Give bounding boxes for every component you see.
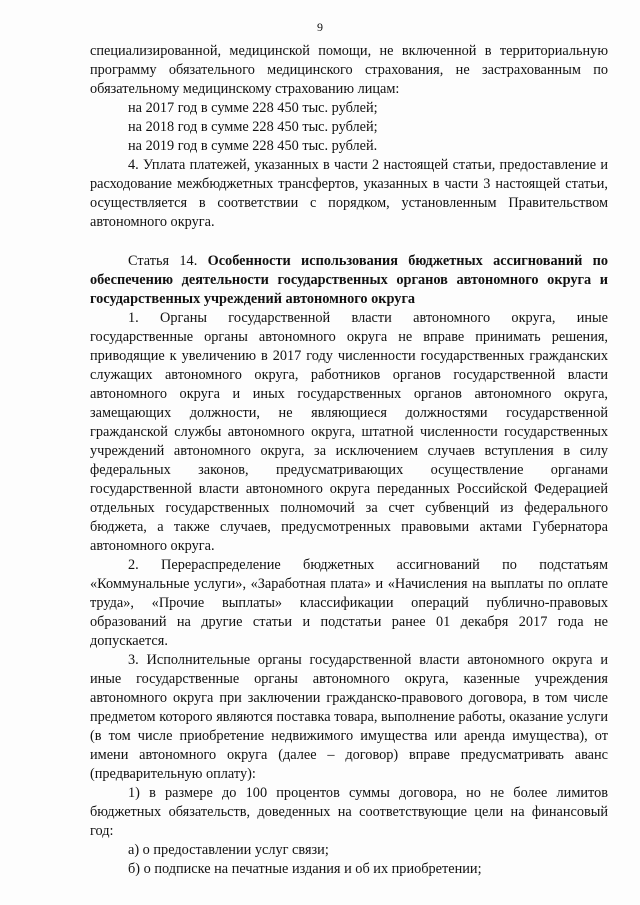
paragraph-item-2: 2. Перераспределение бюджетных ассигнований по подстатьям «Коммунальные услуги», «Заработная плата» и «Начисления на выплаты по оплате труда», «Прочие выплаты» классификации операций публично-правовых образований на другие статьи и подстатьи ранее 01 декабря 2017 года не допускается. xyxy=(90,557,608,649)
subitem-a: а) о предоставлении услуг связи; xyxy=(128,842,329,858)
section-gap xyxy=(90,232,608,252)
paragraph-item-3: 3. Исполнительные органы государственной власти автономного округа и иные государственные органы автономного округа, казенные учреждения автономного округа при заключении гражданско-правового договора, в том числе предметом которого являются поставка товара, выполнение работы, оказание услуги (в том числе приобретение недвижимого имущества или аренда имущества), от имени автономного округа (далее – договор) вправе предусматривать аванс (предварительную оплату): xyxy=(90,652,608,782)
document-body xyxy=(90,42,608,879)
article-heading xyxy=(90,252,608,309)
article-number: Статья 14. xyxy=(128,253,208,269)
paragraph-continued: специализированной, медицинской помощи, не включенной в территориальную программу обязательного медицинского страхования, не застрахованным по обязательному медицинскому страхованию лицам: xyxy=(90,43,608,97)
paragraph-subitem-1: 1) в размере до 100 процентов суммы договора, но не более лимитов бюджетных обязательств, доведенных на соответствующие цели на финансовый год: xyxy=(90,785,608,839)
article-title: Особенности использования бюджетных ассигнований по обеспечению деятельности государственных органов автономного округа и государственных учреждений автономного округа xyxy=(90,253,608,307)
page-number: 9 xyxy=(317,20,323,34)
amount-2017: на 2017 год в сумме 228 450 тыс. рублей; xyxy=(128,100,378,116)
paragraph-item-4: 4. Уплата платежей, указанных в части 2 настоящей статьи, предоставление и расходование межбюджетных трансфертов, указанных в части 3 настоящей статьи, осуществляется в соответствии с порядком, установленным Правительством автономного округа. xyxy=(90,157,608,230)
amount-2019: на 2019 год в сумме 228 450 тыс. рублей. xyxy=(128,138,378,154)
subitem-b: б) о подписке на печатные издания и об их приобретении; xyxy=(128,861,482,877)
paragraph-item-1: 1. Органы государственной власти автономного округа, иные государственные органы автономного округа не вправе принимать решения, приводящие к увеличению в 2017 году численности государственных гражданских служащих автономного округа, работников органов государственной власти автономного округа и иных государственных органов автономного округа, замещающих должности, не являющиеся должностями государственной гражданской службы автономного округа, штатной численности государственных учреждений автономного округа, за исключением случаев вступления в силу федеральных законов, предусматривающих осуществление органами государственной власти автономного округа переданных Российской Федерацией отдельных государственных полномочий за счет субвенций из федерального бюджета, а также случаев, предусмотренных правовыми актами Губернатора автономного округа. xyxy=(90,310,608,554)
amount-2018: на 2018 год в сумме 228 450 тыс. рублей; xyxy=(128,119,378,135)
